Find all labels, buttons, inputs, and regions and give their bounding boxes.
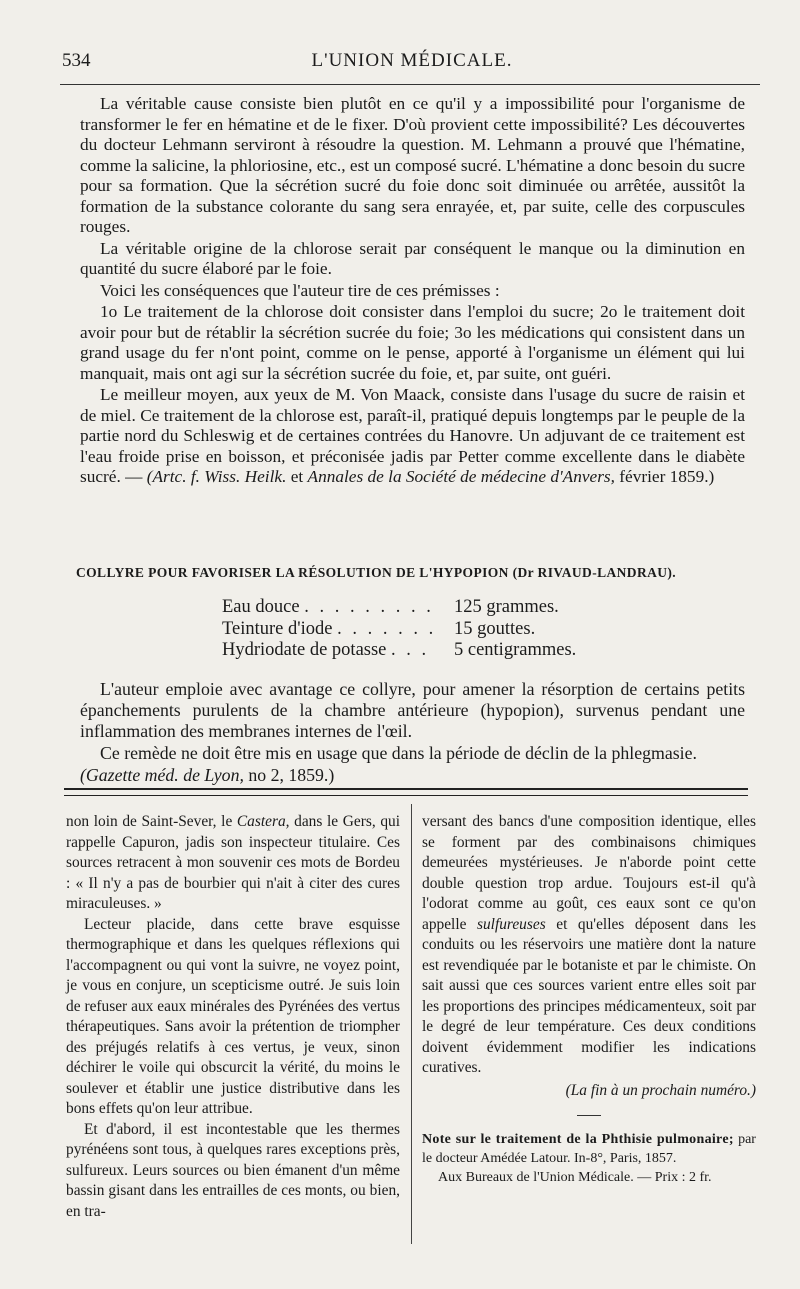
column-rule	[411, 804, 412, 1244]
journal-title: L'UNION MÉDICALE.	[311, 50, 513, 71]
chlorosis-article	[80, 94, 745, 489]
ingredient-name: Eau douce	[222, 597, 300, 617]
article-paragraph: La véritable cause consiste bien plutôt en ce qu'il y a impossibilité pour l'organisme de transformer le fer en hématine et de le fixer. D'où provient cette impossibilité? Les découvertes du docteur Lehmann serviront à résoudre la question. M. Lehmann a prouvé que l'hématine, comme la salicine, la phloriosine, etc., est un composé sucré. L'hématine a donc besoin du sucre pour sa formation. Que la sécrétion sucré du foie donc soit diminuée ou arrêtée, aussitôt la formation de la substance colorante du sang sera enrayée, et, par suite, celle des corpuscules rouges.	[80, 94, 745, 236]
text-run: dans le Gers, qui rappelle Capuron, jadis son inspecteur titulaire. Ces sources retracent à mon souvenir ces mots de Bordeu : « Il n'y a pas de bourbier qui n'ait à citer des cures miraculeuses. »	[66, 813, 400, 912]
citation-journal: Annales de la Société de médecine d'Anvers,	[307, 467, 615, 486]
price-line: Aux Bureaux de l'Union Médicale. — Prix : 2 fr.	[438, 1170, 712, 1185]
emphasis: sulfureuses	[477, 915, 546, 933]
formula-title: COLLYRE POUR FAVORISER LA RÉSOLUTION DE L'HYPOPION (Dr RIVAUD-LANDRAU).	[76, 565, 677, 580]
column-paragraph	[66, 812, 400, 915]
text-run: versant des bancs d'une composition identique, elles se forment par des combinaisons chimiques demeurées mystérieuses. Je n'aborde point cette double question trop ardue. Toujours est-il qu'à l'odorat comme au goût, ces eaux sont ce qu'on appelle	[422, 813, 756, 933]
formula-row	[222, 597, 642, 619]
article-paragraph: 1o Le traitement de la chlorose doit consister dans l'emploi du sucre; 2o le traitement doit avoir pour but de rétablir la sécrétion sucrée du foie; 3o les médications qui consistent dans un grand usage du fer n'ont point, comme on le pense, apporté à l'organisme un élément qui lui manquait, mais ont agi sur la sécrétion sucrée du foie, et, par suite, ont guéri.	[80, 302, 745, 383]
collyre-notes	[80, 679, 745, 787]
citation-source: (Artc. f. Wiss. Heilk.	[146, 467, 287, 486]
collyre-citation	[80, 765, 745, 786]
feuilleton-right-column	[422, 812, 756, 1187]
collyre-paragraph: Ce remède ne doit être mis en usage que dans la période de déclin de la phlegmasie.	[100, 743, 697, 763]
citation-connector: et	[286, 467, 308, 486]
ingredient-quantity: 125 grammes.	[454, 597, 559, 617]
column-paragraph: Et d'abord, il est incontestable que les thermes pyrénéens sont tous, à quelques rares exceptions près, sulfureux. Leurs sources ou bien émanent d'un même bassin gisant dans les entrailles de ces monts, ou bien, en tra-	[66, 1120, 400, 1220]
page-number: 534	[62, 50, 91, 71]
citation-date: février 1859.)	[614, 467, 715, 486]
ingredient-name: Hydriodate de potasse	[222, 640, 387, 660]
book-notice	[422, 1130, 756, 1168]
leader-dots: . . . . . . . . .	[304, 597, 434, 617]
ingredient-name: Teinture d'iode	[222, 618, 333, 639]
leader-dots: . . . . . . .	[337, 618, 437, 639]
formula-row	[222, 640, 642, 662]
running-head	[62, 50, 762, 74]
feuilleton-left-column	[66, 812, 400, 1222]
article-paragraph: La véritable origine de la chlorose serait par conséquent le manque ou la diminution en quantité du sucre élaboré par le foie.	[80, 238, 745, 278]
text-run: et qu'elles déposent dans les conduits ou les réservoirs une matière dont la nature est revendiquée par le botaniste et par le chimiste. On sait aussi que ces sources varient entre elles soit par les proportions des principes médicamenteux, soit par le degré de leur température. Ces deux conditions doivent évidemment modifier les indications curatives.	[422, 915, 756, 1076]
short-rule	[577, 1115, 601, 1116]
text-run: non loin de Saint-Sever, le	[66, 813, 237, 830]
place-name: Castera,	[236, 813, 290, 830]
column-paragraph	[422, 812, 756, 1079]
to-be-continued-note: (La fin à un prochain numéro.)	[565, 1081, 756, 1099]
citation-issue: no 2, 1859.)	[243, 765, 335, 785]
article-paragraph-with-citation	[80, 385, 745, 488]
formula-row	[222, 619, 642, 641]
leader-dots: . . .	[391, 640, 430, 660]
column-paragraph: Lecteur placide, dans cette brave esquisse thermographique et dans les quelques réflexions qui l'accompagnent ou qui vont la suivre, ne voyez point, je vous en conjure, un scepticisme outré. Je suis loin de refuser aux eaux minérales des Pyrénées des vertus thérapeutiques. Sans avoir la prétention de triompher des préjugés relatifs à ces vertus, je veux, sinon déchirer le voile qui obscurcit la vérité, du moins le soulever et établir une justice distributive dans les bons effets qu'on leur attribue.	[66, 915, 400, 1117]
article-paragraph: Voici les conséquences que l'auteur tire de ces prémisses :	[100, 280, 500, 300]
book-title: Note sur le traitement de la Phthisie pulmonaire;	[422, 1132, 734, 1147]
citation-source: (Gazette méd. de Lyon,	[80, 765, 244, 785]
ingredient-quantity: 15 gouttes.	[454, 618, 536, 639]
article-paragraph: Le meilleur moyen, aux yeux de M. Von Maack, consiste dans l'usage du sucre de raisin et de miel. Ce traitement de la chlorose est, paraît-il, pratiqué depuis longtemps par le peuple de la partie nord du Schleswig et de certaines contrées du Hanovre. Un adjuvant de ce traitement est l'eau froide prise en boisson, et préconisée jadis par Petter comme excellente dans le diabète sucré. —	[80, 385, 745, 486]
formula-table	[222, 597, 642, 662]
collyre-paragraph: L'auteur emploie avec avantage ce collyre, pour amener la résorption de certains petits épanchements purulents de la chambre antérieure (hypopion), survenus pendant une inflammation des membranes internes de l'œil.	[80, 679, 745, 741]
ingredient-quantity: 5 centigrammes.	[454, 640, 577, 660]
book-details: par le docteur Amédée Latour. In-8°, Paris, 1857.	[422, 1132, 756, 1166]
section-divider	[64, 788, 748, 796]
header-rule	[60, 84, 760, 85]
